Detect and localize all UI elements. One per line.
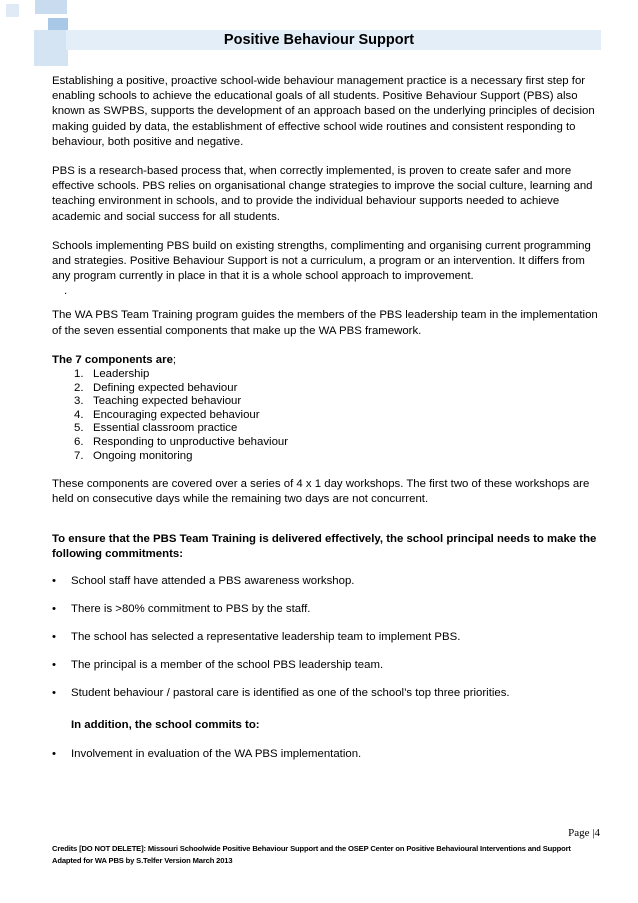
stray-dot: . [64,285,68,298]
list-item [52,395,600,409]
list-item [52,436,600,450]
list-item-text: Involvement in evaluation of the WA PBS implementation. [71,748,362,761]
bullet-icon: • [52,687,56,700]
components-heading [52,353,600,368]
list-item-text: Leadership [93,368,150,381]
bullet-icon: • [52,575,56,588]
bullet-icon: • [52,631,56,644]
list-item-text: Ongoing monitoring [93,449,193,462]
bullet-icon: • [52,603,56,616]
list-item-number: 3. [74,395,84,408]
list-item [52,368,600,382]
list-item [52,574,600,602]
workshops-paragraph: These components are covered over a series of 4 x 1 day workshops. The first two of these workshops are held on consecutive days while the remaining two days are not concurrent. [52,478,590,506]
components-heading-suffix: ; [172,353,177,366]
list-item-number: 7. [74,449,84,462]
list-item-text: The school has selected a representative leadership team to implement PBS. [71,631,461,644]
list-item-number: 5. [74,422,84,435]
bullet-icon: • [52,659,56,672]
list-item [52,409,600,423]
list-item [52,630,600,658]
document-body [52,74,600,775]
list-item-text: Encouraging expected behaviour [93,408,260,421]
page-title: Positive Behaviour Support [223,32,415,48]
list-item-number: 2. [74,381,84,394]
bullet-icon: • [52,748,56,761]
addition-heading: In addition, the school commits to: [71,719,260,732]
list-item [52,602,600,630]
list-item-text: The principal is a member of the school PBS leadership team. [71,659,384,672]
credits-footer [52,843,612,867]
list-item-text: Teaching expected behaviour [93,395,242,408]
credits-line-1: Credits [DO NOT DELETE]: Missouri Schoolwide Positive Behaviour Support and the OSEP Center on Positive Behavioural Interventions and Support [52,844,571,853]
decorative-square-top [35,0,67,14]
list-item [52,658,600,686]
list-item [52,450,600,464]
list-item-text: Essential classroom practice [93,422,238,435]
list-item-number: 6. [74,436,84,449]
implementation-paragraph: Schools implementing PBS build on existing strengths, complimenting and organising current programming and strategies. Positive Behaviour Support is not a curriculum, a program or an intervention. It differs from any program currently in place in that it is a whole school approach to improvement. [52,239,591,283]
list-item [52,747,600,775]
list-item-text: School staff have attended a PBS awareness workshop. [71,575,355,588]
addition-list [52,747,600,775]
training-paragraph: The WA PBS Team Training program guides the members of the PBS leadership team in the implementation of the seven essential components that make up the WA PBS framework. [52,309,598,337]
list-item [52,382,600,396]
commitments-list [52,574,600,714]
list-item-text: Responding to unproductive behaviour [93,436,289,449]
list-item [52,686,600,714]
components-heading-text: The 7 components are [52,353,173,366]
list-item [52,422,600,436]
intro-paragraph: Establishing a positive, proactive school-wide behaviour management practice is a necessary first step for enabling schools to achieve the educational goals of all students. Positive Behaviour Support (PBS) also known as SWPBS, supports the development of an approach based on the underlying principles of decision making guided by data, the establishment of effective school wide routines and consistent responding to behaviour, both positive and negative. [52,75,595,148]
components-list [52,368,600,463]
list-item-number: 4. [74,408,84,421]
list-item-number: 1. [74,368,84,381]
list-item-text: There is >80% commitment to PBS by the staff. [71,603,311,616]
credits-line-2: Adapted for WA PBS by S.Telfer Version March 2013 [52,856,233,865]
commitments-heading: To ensure that the PBS Team Training is delivered effectively, the school principal needs to make the following commitments: [52,532,597,560]
page-number: Page |4 [568,827,600,839]
list-item-text: Student behaviour / pastoral care is identified as one of the school’s top three priorities. [71,687,510,700]
list-item-text: Defining expected behaviour [93,381,238,394]
decorative-square-small [6,4,19,17]
research-paragraph: PBS is a research-based process that, when correctly implemented, is proven to create safer and more effective schools. PBS relies on organisational change strategies to improve the social culture, learning and teaching environment in schools, and to provide the individual behaviour supports needed to achieve academic and social success for all students. [52,165,593,223]
